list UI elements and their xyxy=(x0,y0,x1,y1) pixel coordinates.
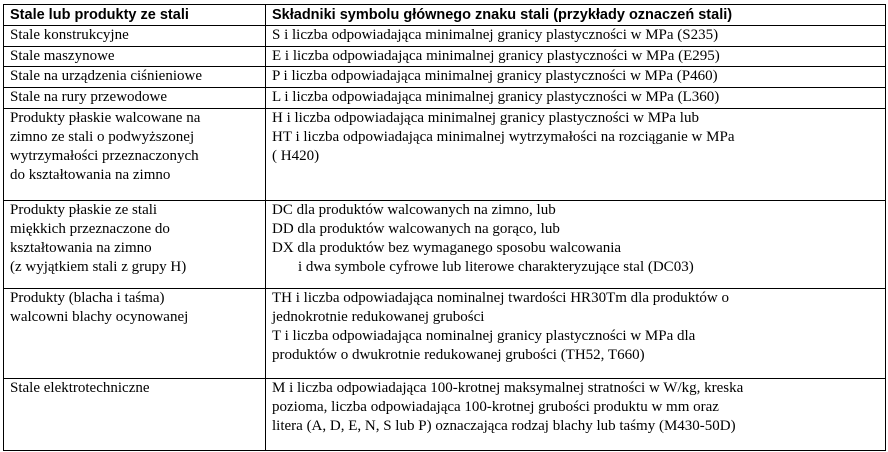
description-line: T i liczba odpowiadająca nominalnej granicy plastyczności w MPa dla xyxy=(272,327,696,344)
category-line: Produkty (blacha i taśma) xyxy=(10,289,165,306)
table-row xyxy=(4,87,886,109)
category-line: kształtowania na zimno xyxy=(10,239,152,256)
category-line: zimno ze stali o podwyższonej xyxy=(10,129,195,146)
category-line: Produkty płaskie ze stali xyxy=(10,201,158,218)
description-cell xyxy=(266,87,886,109)
description-line: DX dla produktów bez wymaganego sposobu walcowania xyxy=(272,239,622,256)
description-line: E i liczba odpowiadająca minimalnej granicy plastyczności w MPa (E295) xyxy=(272,47,720,64)
header-col-symbol-components: Składniki symbolu głównego znaku stali (przykłady oznaczeń stali) xyxy=(266,5,886,26)
description-line: M i liczba odpowiadająca 100-krotnej maksymalnej stratności w W/kg, kreska xyxy=(272,380,744,397)
description-line: DC dla produktów walcowanych na zimno, lub xyxy=(272,201,556,218)
category-line: miękkich przeznaczone do xyxy=(10,220,170,237)
table-row xyxy=(4,288,886,378)
category-line: Stale maszynowe xyxy=(10,47,115,64)
description-line: pozioma, liczba odpowiadająca 100-krotnej grubości produktu w mm oraz xyxy=(272,399,719,416)
category-cell xyxy=(4,46,266,67)
description-cell xyxy=(266,288,886,378)
description-line: i dwa symbole cyfrowe lub literowe charakteryzujące stal (DC03) xyxy=(298,258,694,275)
category-line: Stale konstrukcyjne xyxy=(10,27,129,43)
category-cell xyxy=(4,67,266,88)
table-header-row xyxy=(4,5,886,26)
description-cell xyxy=(266,379,886,451)
description-line: jednokrotnie redukowanej grubości xyxy=(272,308,485,325)
description-line: TH i liczba odpowiadająca nominalnej twardości HR30Tm dla produktów o xyxy=(272,289,729,306)
category-cell xyxy=(4,200,266,288)
category-line: Stale elektrotechniczne xyxy=(10,380,150,397)
category-line: Stale na rury przewodowe xyxy=(10,88,168,105)
table-row xyxy=(4,200,886,288)
category-line: walcowni blachy ocynowanej xyxy=(10,308,189,325)
description-cell xyxy=(266,46,886,67)
category-cell xyxy=(4,109,266,200)
category-line: (z wyjątkiem stali z grupy H) xyxy=(10,258,187,275)
steel-designation-table xyxy=(3,4,886,451)
header-col-products: Stale lub produkty ze stali xyxy=(4,5,266,26)
category-line: do kształtowania na zimno xyxy=(10,167,171,184)
category-line: wytrzymałości przeznaczonych xyxy=(10,148,199,165)
description-cell xyxy=(266,200,886,288)
table-row xyxy=(4,109,886,200)
description-line: produktów o dwukrotnie redukowanej grubości (TH52, T660) xyxy=(272,346,645,363)
category-cell xyxy=(4,87,266,109)
table-row xyxy=(4,46,886,67)
description-line: litera (A, D, E, N, S lub P) oznaczająca rodzaj blachy lub taśmy (M430-50D) xyxy=(272,418,736,435)
description-cell xyxy=(266,67,886,88)
description-line: ( H420) xyxy=(272,148,320,165)
category-cell xyxy=(4,26,266,47)
description-line: L i liczba odpowiadająca minimalnej granicy plastyczności w MPa (L360) xyxy=(272,88,720,105)
description-cell xyxy=(266,109,886,200)
table-row xyxy=(4,379,886,451)
description-line: H i liczba odpowiadająca minimalnej granicy plastyczności w MPa lub xyxy=(272,110,699,127)
description-line: DD dla produktów walcowanych na gorąco, lub xyxy=(272,220,560,237)
table-row xyxy=(4,26,886,47)
category-cell xyxy=(4,288,266,378)
description-line: HT i liczba odpowiadająca minimalnej wytrzymałości na rozciąganie w MPa xyxy=(272,129,735,146)
category-cell xyxy=(4,379,266,451)
description-line: S i liczba odpowiadająca minimalnej granicy plastyczności w MPa (S235) xyxy=(272,27,719,43)
category-line: Stale na urządzenia ciśnieniowe xyxy=(10,68,202,85)
description-cell xyxy=(266,26,886,47)
category-line: Produkty płaskie walcowane na xyxy=(10,110,201,127)
description-line: P i liczba odpowiadająca minimalnej granicy plastyczności w MPa (P460) xyxy=(272,68,718,85)
table-row xyxy=(4,67,886,88)
